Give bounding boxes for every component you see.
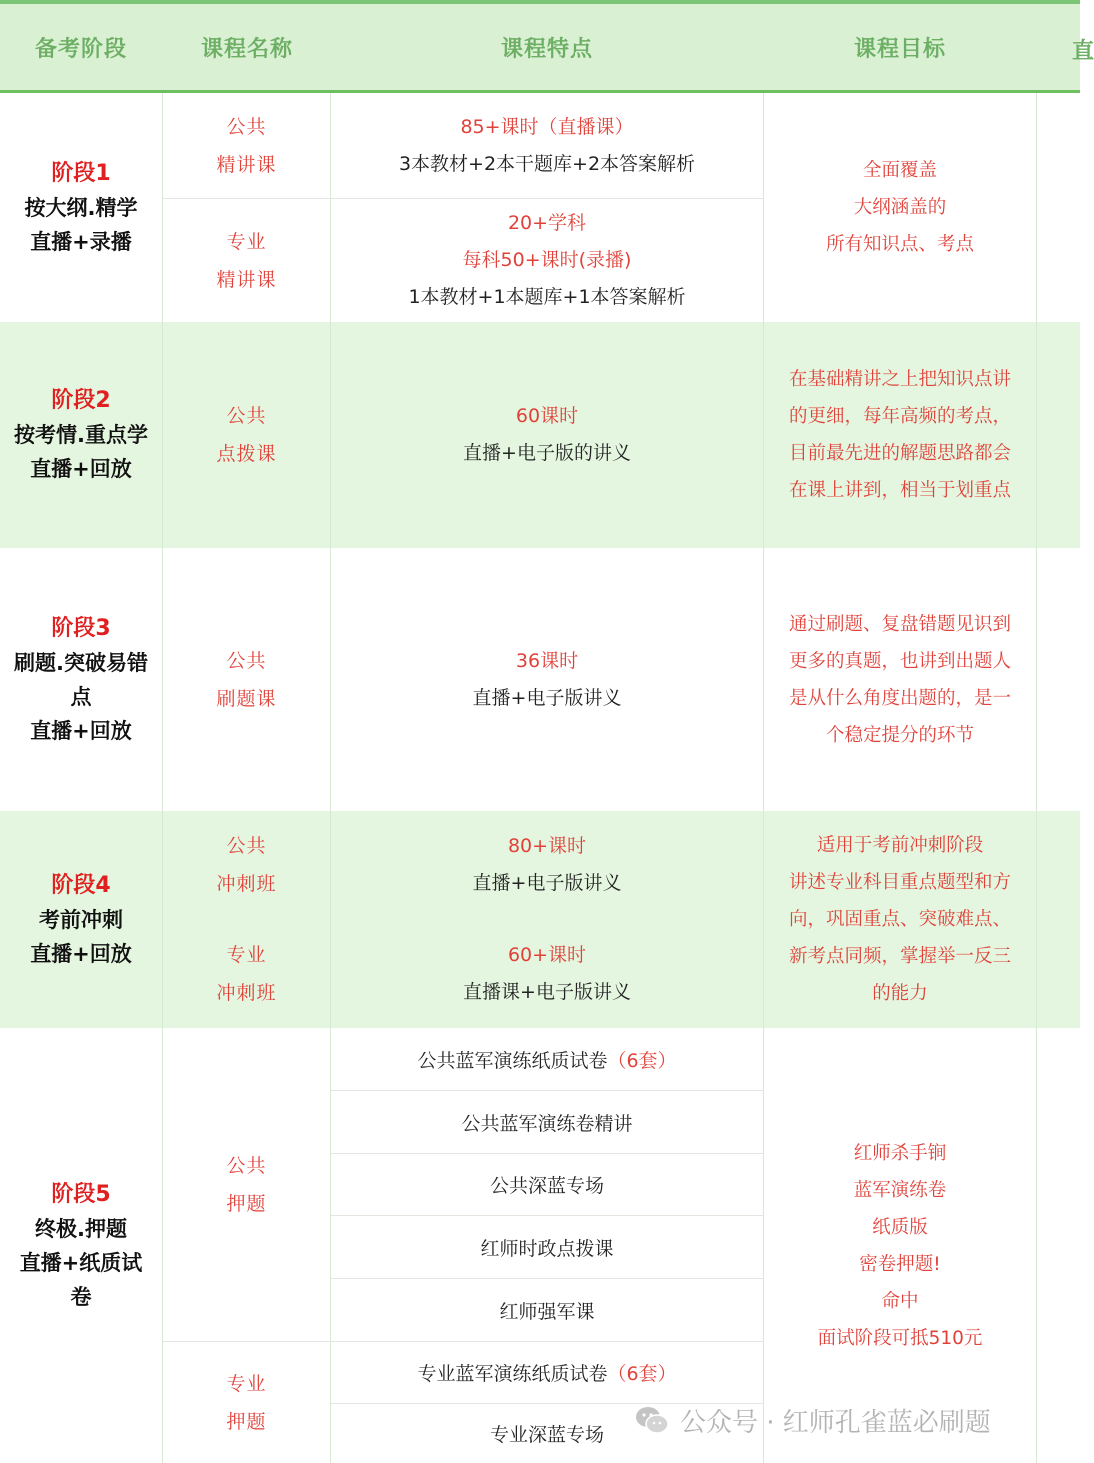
goal-line: 的更细，每年高频的考点，: [788, 406, 1011, 427]
course-features: [331, 919, 763, 1028]
course-name: [163, 811, 330, 919]
stage1-label: [0, 93, 162, 322]
course-name-line: 专业: [226, 1372, 267, 1395]
feature-line: 60课时: [515, 405, 579, 427]
stage-line: 卷: [70, 1284, 92, 1309]
course-name-line: 精讲课: [216, 268, 277, 291]
goal-line: 大纲涵盖的: [853, 197, 947, 218]
item-text: 专业深蓝专场: [489, 1424, 604, 1446]
goal-line: 讲述专业科目重点题型和方: [788, 872, 1011, 893]
course-name-line: 公共: [226, 405, 267, 427]
goal-line: 命中: [881, 1290, 919, 1312]
goal-line: 纸质版: [872, 1216, 928, 1238]
wechat-icon: [634, 1405, 670, 1435]
course-name: [163, 919, 330, 1028]
stage-line: 直播+回放: [30, 718, 132, 743]
stage-line: 点: [70, 684, 92, 709]
course-features: [331, 322, 763, 548]
course-goal: [764, 93, 1036, 322]
item-text: 公共深蓝专场: [489, 1175, 604, 1197]
course-name-line: 押题: [226, 1410, 267, 1433]
grid-vline: [1036, 93, 1037, 1463]
course-name: [163, 1028, 330, 1341]
stage4-label: [0, 811, 162, 1028]
course-goal: [764, 548, 1036, 811]
goal-line: 蓝军演练卷: [853, 1179, 947, 1201]
goal-line: 所有知识点、考点: [825, 234, 974, 255]
item-count: （6套）: [607, 1049, 677, 1072]
goal-line: 目前最先进的解题思路都会: [788, 443, 1011, 464]
stage2-label: [0, 322, 162, 548]
course-name-line: 点拨课: [216, 443, 277, 465]
stage-title: 阶段2: [51, 388, 111, 413]
feature-item: [331, 1091, 763, 1153]
item-text: 红师时政点拨课: [480, 1237, 614, 1260]
stage-title: 阶段4: [51, 872, 111, 898]
feature-line: 60+课时: [507, 943, 587, 966]
goal-line: 新考点同频，掌握举一反三: [788, 946, 1011, 967]
watermark-text: 公众号 · 红师孔雀蓝必刷题: [680, 1407, 991, 1438]
goal-line: 更多的真题，也讲到出题人: [788, 650, 1011, 672]
feature-line: 直播+电子版讲义: [472, 686, 622, 709]
course-name-line: 公共: [226, 115, 267, 138]
feature-line: 36课时: [515, 649, 579, 672]
stage-line: 按大纲.精学: [24, 195, 138, 220]
feature-line: 1本教材+1本题库+1本答案解析: [408, 286, 686, 308]
course-name: [163, 322, 330, 548]
stage-line: 刷题.突破易错: [14, 650, 148, 675]
course-goal: [764, 322, 1036, 548]
feature-line: 80+课时: [507, 835, 587, 857]
header-course-goal: 课程目标: [853, 36, 946, 62]
goal-line: 个稳定提分的环节: [825, 724, 974, 746]
course-name: [163, 548, 330, 811]
course-features: [331, 811, 763, 919]
stage-line: 按考情.重点学: [14, 423, 148, 447]
feature-line: 直播+电子版的讲义: [463, 442, 631, 464]
stage-line: 直播+纸质试: [19, 1250, 143, 1275]
feature-line: 20+学科: [507, 212, 587, 234]
feature-item: [331, 1279, 763, 1341]
course-name-line: 刷题课: [216, 687, 277, 710]
course-name-line: 冲刺班: [216, 873, 277, 895]
course-goal: [764, 811, 1036, 1028]
stage-line: 终极.押题: [35, 1216, 127, 1241]
goal-line: 红师杀手锏: [853, 1142, 947, 1164]
header-course-features: 课程特点: [500, 36, 593, 62]
feature-line: 85+课时（直播课）: [460, 115, 634, 138]
feature-line: 直播+电子版讲义: [472, 872, 622, 894]
course-name-line: 专业: [226, 230, 267, 253]
item-text: 公共蓝军演练卷精讲: [461, 1112, 633, 1135]
course-name: [163, 199, 330, 322]
table-header: [0, 4, 1094, 93]
course-name-line: 公共: [226, 649, 267, 672]
stage-line: 直播+回放: [30, 457, 132, 481]
course-name-line: 专业: [226, 943, 267, 966]
stage5-label: [0, 1028, 162, 1463]
course-name-line: 冲刺班: [216, 981, 277, 1004]
feature-item: [331, 1216, 763, 1278]
item-count: （6套）: [607, 1363, 677, 1385]
stage-line: 考前冲刺: [39, 907, 123, 932]
goal-line: 的能力: [872, 983, 928, 1004]
feature-item: [331, 1342, 763, 1403]
course-name: [163, 1342, 330, 1463]
feature-line: 3本教材+2本干题库+2本答案解析: [398, 152, 696, 175]
stage-line: 直播+回放: [30, 941, 132, 966]
stage-title: 阶段5: [51, 1181, 111, 1207]
course-name-line: 公共: [226, 1154, 267, 1177]
stage-line: 直播+录播: [30, 229, 132, 254]
course-name-line: 公共: [226, 835, 267, 857]
goal-line: 面试阶段可抵510元: [817, 1327, 983, 1349]
course-features: [331, 548, 763, 811]
goal-line: 密卷押题!: [859, 1253, 941, 1275]
item-text: 公共蓝军演练纸质试卷: [417, 1049, 608, 1072]
feature-item: [331, 1154, 763, 1215]
header-course-name: 课程名称: [200, 36, 293, 62]
header-stage: 备考阶段: [34, 36, 127, 62]
goal-line: 通过刷题、复盘错题见识到: [788, 613, 1011, 635]
course-name-line: 精讲课: [216, 153, 277, 176]
goal-line: 在课上讲到，相当于划重点: [788, 480, 1011, 501]
header-col5-partial: 直: [1072, 39, 1094, 64]
goal-line: 适用于考前冲刺阶段: [816, 835, 984, 856]
goal-line: 是从什么角度出题的，是一: [788, 687, 1011, 709]
course-features: [331, 199, 763, 322]
goal-line: 在基础精讲之上把知识点讲: [788, 369, 1011, 390]
goal-line: 全面覆盖: [862, 160, 937, 181]
goal-line: 向，巩固重点、突破难点、: [788, 909, 1011, 930]
item-text: 红师强军课: [499, 1300, 595, 1323]
stage-title: 阶段3: [51, 615, 111, 641]
stage3-label: [0, 548, 162, 811]
stage-title: 阶段1: [51, 160, 111, 186]
feature-line: 直播课+电子版讲义: [463, 980, 631, 1003]
item-text: 专业蓝军演练纸质试卷: [417, 1363, 608, 1385]
feature-line: 每科50+课时(录播): [462, 249, 632, 271]
course-features: [331, 93, 763, 198]
course-goal: [764, 1028, 1036, 1463]
feature-item: [331, 1028, 763, 1090]
course-name: [163, 93, 330, 198]
course-name-line: 押题: [226, 1192, 267, 1215]
watermark: [634, 1400, 1054, 1440]
